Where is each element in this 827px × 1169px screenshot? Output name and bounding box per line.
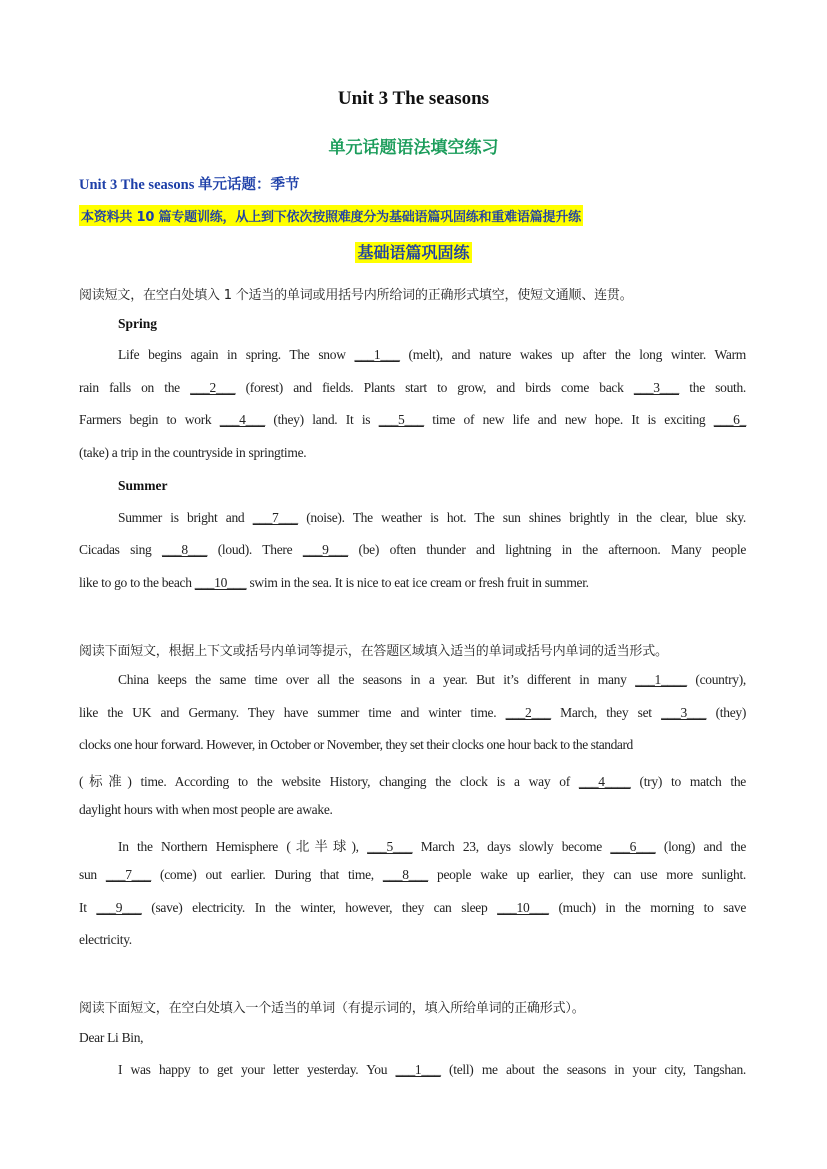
blank-2: ___2___ bbox=[190, 380, 236, 395]
section-heading bbox=[0, 240, 827, 263]
blank-6: ___6_ bbox=[713, 412, 747, 427]
passage2-instruction: 阅读下面短文，根据上下文或括号内单词等提示，在答题区域填入适当的单词或括号内单词的适当形式。 bbox=[79, 644, 668, 659]
passage2-line: electricity. bbox=[79, 932, 132, 947]
passage1-line: Farmers begin to work ___4___ (they) land. It is ___5___ time of new life and new hope. It is exciting ___6_ bbox=[79, 412, 747, 427]
passage3-line: I was happy to get your letter yesterday. You ___1___ (tell) me about the seasons in your city, Tangshan. bbox=[118, 1062, 746, 1077]
letter-greeting: Dear Li Bin, bbox=[79, 1030, 144, 1045]
spring-heading: Spring bbox=[118, 316, 158, 331]
highlight-note: 本资料共 10 篇专题训练，从上到下依次按照难度分为基础语篇巩固练和重难语篇提升练 bbox=[79, 205, 583, 226]
blank-1: ___1____ bbox=[635, 672, 687, 687]
blank-9: ___9___ bbox=[96, 900, 142, 915]
passage1-line: Summer is bright and ___7___ (noise). The weather is hot. The sun shines brightly in the clear, blue sky. bbox=[118, 510, 747, 525]
page-title: Unit 3 The seasons bbox=[337, 88, 490, 109]
passage1-line: (take) a trip in the countryside in springtime. bbox=[79, 445, 307, 460]
passage2-line: In the Northern Hemisphere (北半球), ___5___ March 23, days slowly become ___6___ (long) and the bbox=[118, 839, 747, 854]
summer-heading: Summer bbox=[118, 478, 168, 493]
blank-7: ___7___ bbox=[105, 867, 152, 882]
passage2-line: like the UK and Germany. They have summer time and winter time. ___2___ March, they set ___3___ (they) bbox=[79, 705, 747, 720]
passage1-line: Cicadas sing ___8___ (loud). There ___9___ (be) often thunder and lightning in the afternoon. Many people bbox=[79, 542, 747, 557]
passage1-line: like to go to the beach ___10___ swim in the sea. It is nice to eat ice cream or fresh fruit in summer. bbox=[79, 575, 589, 590]
section-heading-text: 基础语篇巩固练 bbox=[357, 243, 470, 262]
blank-9: ___9___ bbox=[302, 542, 348, 557]
blank-10: ___10___ bbox=[497, 900, 549, 915]
blank-3: ___3___ bbox=[633, 380, 680, 395]
blank-5: ___5___ bbox=[367, 839, 413, 854]
blank-4: ___4___ bbox=[219, 412, 265, 427]
blank-1: ___1___ bbox=[395, 1062, 441, 1077]
blank-1: ___1___ bbox=[354, 347, 400, 362]
passage2-line: clocks one hour forward. However, in October or November, they set their clocks one hour back to the standard bbox=[79, 737, 633, 752]
passage3-instruction: 阅读下面短文，在空白处填入一个适当的单词（有提示词的，填入所给单词的正确形式）。 bbox=[79, 1001, 585, 1016]
passage1-line: rain falls on the ___2___ (forest) and fields. Plants start to grow, and birds come back ___3___ the south. bbox=[79, 380, 746, 395]
passage2-line: sun ___7___ (come) out earlier. During that time, ___8___ people wake up earlier, they can use more sunlight. bbox=[79, 867, 746, 882]
blank-5: ___5___ bbox=[378, 412, 424, 427]
blank-6: ___6___ bbox=[610, 839, 656, 854]
page-subtitle: 单元话题语法填空练习 bbox=[328, 138, 499, 158]
passage2-line: daylight hours with when most people are awake. bbox=[79, 802, 333, 817]
blank-8: ___8___ bbox=[382, 867, 429, 882]
passage2-line: China keeps the same time over all the seasons in a year. But it’s different in many ___1____ (country), bbox=[118, 672, 746, 687]
blank-3: ___3___ bbox=[661, 705, 707, 720]
blank-4: ___4____ bbox=[578, 774, 631, 789]
blank-10: ___10___ bbox=[194, 575, 247, 590]
passage2-line: It ___9___ (save) electricity. In the winter, however, they can sleep ___10___ (much) in the morning to save bbox=[79, 900, 747, 915]
blank-8: ___8___ bbox=[162, 542, 208, 557]
unit-topic: Unit 3 The seasons 单元话题：季节 bbox=[79, 177, 300, 193]
passage2-line: (标准) time. According to the website History, changing the clock is a way of ___4____ (try) to match the bbox=[79, 774, 746, 789]
blank-2: ___2___ bbox=[505, 705, 551, 720]
passage1-line: Life begins again in spring. The snow ___1___ (melt), and nature wakes up after the long winter. Warm bbox=[118, 347, 746, 362]
passage1-instruction: 阅读短文，在空白处填入 1 个适当的单词或用括号内所给词的正确形式填空，使短文通顺、连贯。 bbox=[79, 288, 633, 303]
blank-7: ___7___ bbox=[252, 510, 298, 525]
